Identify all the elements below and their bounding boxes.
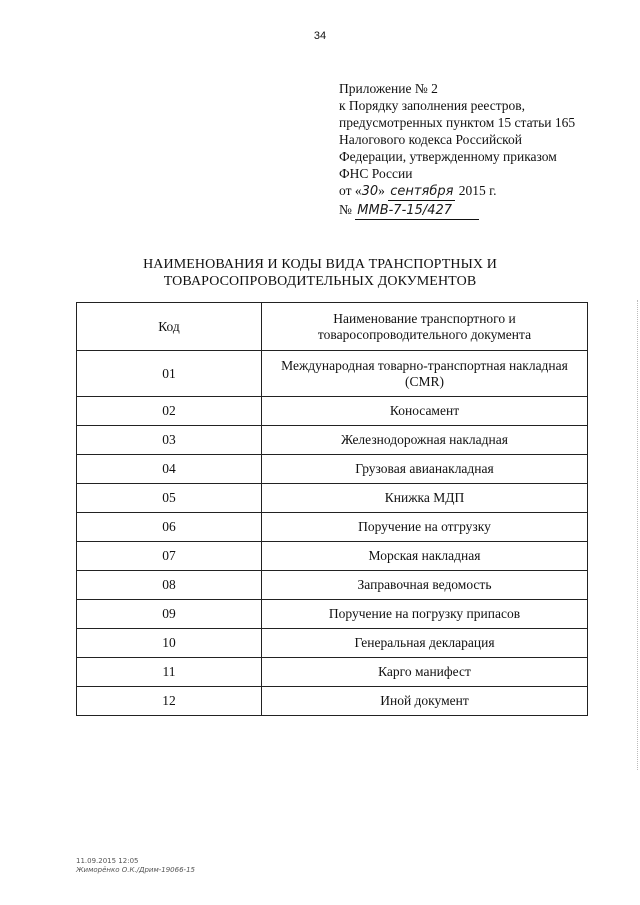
- order-number: [339, 201, 624, 220]
- codes-table: [76, 302, 588, 716]
- cell-name: Морская накладная: [262, 542, 588, 571]
- table-row: [77, 426, 588, 455]
- table-row: [77, 687, 588, 716]
- date-year: 2015 г.: [458, 183, 497, 198]
- header-code: Код: [77, 303, 262, 351]
- footer-timestamp: 11.09.2015 12:05: [76, 857, 139, 865]
- table-row: [77, 397, 588, 426]
- header-name-line: Наименование транспортного и: [333, 310, 516, 326]
- appendix-line: предусмотренных пунктом 15 статьи 165: [339, 115, 576, 130]
- cell-name: Генеральная декларация: [262, 629, 588, 658]
- table-row: [77, 658, 588, 687]
- cell-name-line: Международная товарно-транспортная накладная: [281, 357, 568, 373]
- cell-code: 02: [77, 397, 262, 426]
- cell-code: 04: [77, 455, 262, 484]
- cell-code: 10: [77, 629, 262, 658]
- date-day-handwritten: 30: [361, 184, 379, 199]
- cell-code: 09: [77, 600, 262, 629]
- cell-code: 12: [77, 687, 262, 716]
- appendix-line: к Порядку заполнения реестров,: [339, 98, 526, 113]
- date-month-handwritten: сентября: [390, 184, 454, 199]
- cell-code: 05: [77, 484, 262, 513]
- table-row: [77, 484, 588, 513]
- cell-name: [262, 351, 588, 397]
- cell-name: Книжка МДП: [262, 484, 588, 513]
- appendix-line: ФНС России: [339, 166, 413, 181]
- table-row: [77, 455, 588, 484]
- document-title: [0, 256, 640, 290]
- table-header-row: [77, 303, 588, 351]
- order-number-handwritten: ММВ-7-15/427: [355, 202, 479, 220]
- order-date: [339, 182, 624, 201]
- appendix-line: Налогового кодекса Российской: [339, 132, 523, 147]
- cell-name: Карго манифест: [262, 658, 588, 687]
- footer-executor: Жиморёнко О.К./Дрим-19066-15: [76, 866, 195, 874]
- table-row: [77, 513, 588, 542]
- document-title-line: НАИМЕНОВАНИЯ И КОДЫ ВИДА ТРАНСПОРТНЫХ И: [143, 257, 497, 272]
- cell-code: 07: [77, 542, 262, 571]
- page-number: 34: [313, 30, 327, 42]
- cell-code: 08: [77, 571, 262, 600]
- date-prefix: от «: [339, 183, 362, 198]
- cell-name: Иной документ: [262, 687, 588, 716]
- cell-code: 11: [77, 658, 262, 687]
- cell-name: Железнодорожная накладная: [262, 426, 588, 455]
- header-name-line: товаросопроводительного документа: [317, 326, 532, 342]
- appendix-line: Федерации, утвержденному приказом: [339, 149, 557, 164]
- footer-stamp: [76, 857, 195, 875]
- table-row: [77, 542, 588, 571]
- table-row: [77, 600, 588, 629]
- appendix-title: Приложение № 2: [339, 81, 438, 96]
- cell-code: 01: [77, 351, 262, 397]
- cell-name: Грузовая авианакладная: [262, 455, 588, 484]
- cell-name: Заправочная ведомость: [262, 571, 588, 600]
- table-row: [77, 351, 588, 397]
- appendix-header: [339, 80, 624, 220]
- cell-code: 06: [77, 513, 262, 542]
- date-mid: »: [378, 183, 385, 198]
- table-row: [77, 629, 588, 658]
- cell-code: 03: [77, 426, 262, 455]
- cell-name-line: (CMR): [404, 373, 444, 389]
- table-row: [77, 571, 588, 600]
- number-prefix: №: [339, 202, 352, 217]
- header-name: [262, 303, 588, 351]
- cell-name: Коносамент: [262, 397, 588, 426]
- document-title-line: ТОВАРОСОПРОВОДИТЕЛЬНЫХ ДОКУМЕНТОВ: [163, 274, 477, 289]
- cell-name: Поручение на отгрузку: [262, 513, 588, 542]
- scan-edge-mark: [631, 300, 638, 770]
- cell-name: Поручение на погрузку припасов: [262, 600, 588, 629]
